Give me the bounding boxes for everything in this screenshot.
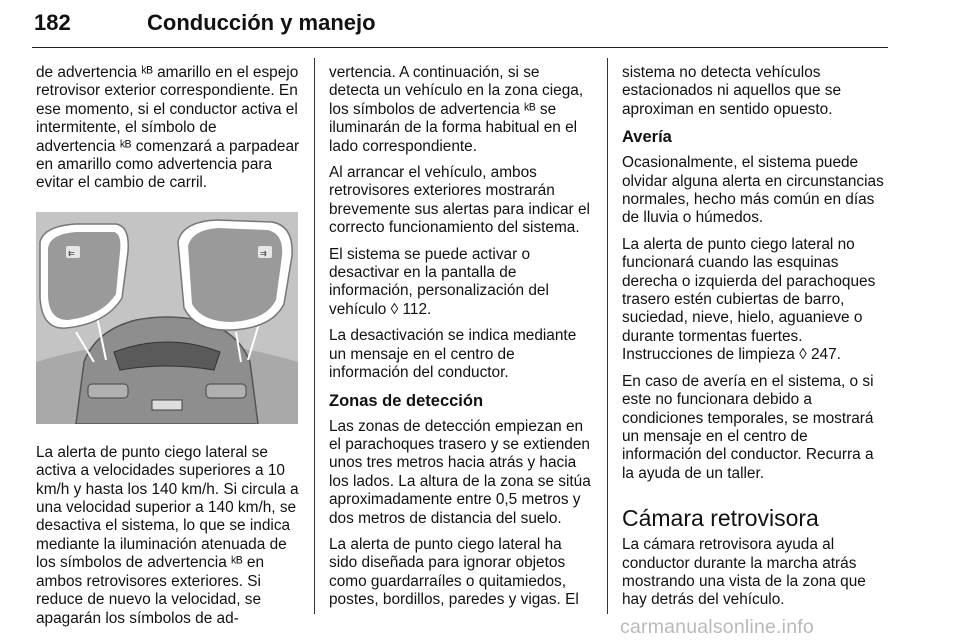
paragraph: vertencia. A continuación, si se detecta un vehículo en la zona ciega, los símbolos de advertencia ᵏᴮ se iluminarán de la forma habitual en el lado correspondiente. <box>329 64 584 155</box>
paragraph: Ocasionalmente, el sistema puede olvidar alguna alerta en circunstancias normales, hecho más común en días de lluvia o húmedos. <box>622 154 884 227</box>
svg-text:⇇: ⇇ <box>68 248 75 258</box>
paragraph: La cámara retrovisora ayuda al conductor durante la marcha atrás mostrando una vista de la zona que hay detrás del vehículo. <box>622 536 866 609</box>
car-mirrors-illustration <box>36 212 298 424</box>
column-divider <box>314 58 315 614</box>
paragraph: La desactivación se indica mediante un mensaje en el centro de información del conductor. <box>329 327 577 382</box>
column-3 <box>622 64 888 618</box>
column-2 <box>329 64 593 618</box>
warning-symbol-icon <box>258 246 272 258</box>
paragraph: La alerta de punto ciego lateral no funcionará cuando las esquinas derecha o izquierda del parachoques trasero estén cubiertas de barro, suciedad, nieve, hielo, aguanieve o durante tormentas fuertes. Instrucciones de limpieza ◊ 247. <box>622 235 876 364</box>
mirror-warning-figure <box>36 212 298 424</box>
paragraph: El sistema se puede activar o desactivar en la pantalla de información, personalización del vehículo ◊ 112. <box>329 245 549 318</box>
paragraph: sistema no detecta vehículos estacionados ni aquellos que se aproximan en sentido opuesto. <box>622 64 842 118</box>
column-1 <box>36 64 300 636</box>
section-heading: Zonas de detección <box>329 391 484 410</box>
paragraph: Las zonas de detección empiezan en el parachoques trasero y se extienden unos tres metros hacia atrás y hacia los lados. La altura de la zona se sitúa aproximadamente entre 0,5 metros y dos metros de distancia del suelo. <box>329 417 591 527</box>
column-divider <box>607 58 608 614</box>
header-divider <box>32 47 888 48</box>
section-heading: Avería <box>622 128 672 147</box>
warning-symbol-icon <box>66 246 80 258</box>
page-number: 182 <box>34 10 71 35</box>
paragraph: Al arrancar el vehículo, ambos retrovisores exteriores mostrarán brevemente sus alertas para indicar el correcto funcionamiento del sistema. <box>329 164 590 237</box>
page-header <box>32 8 888 48</box>
watermark: carmanualsonline.info <box>620 616 814 638</box>
paragraph: de advertencia ᵏᴮ amarillo en el espejo retrovisor exterior correspondiente. En ese momento, si el conductor activa el intermitente, el símbolo de advertencia ᵏᴮ comenzará a parpadear en amarillo como advertencia para evitar el cambio de carril. <box>36 64 300 192</box>
paragraph: En caso de avería en el sistema, o si este no funcionara debido a condiciones temporales, se mostrará un mensaje en el centro de información del conductor. Recurra a la ayuda de un taller. <box>622 372 874 482</box>
chapter-title: Conducción y manejo <box>147 10 376 35</box>
paragraph: La alerta de punto ciego lateral se activa a velocidades superiores a 10 km/h y hasta los 140 km/h. Si circula a una velocidad superior a 140 km/h, se desactiva el sistema, lo que se indica mediante la iluminación atenuada de los símbolos de advertencia ᵏᴮ en ambos retrovisores exteriores. Si reduce de nuevo la velocidad, se apagarán los símbolos de ad- <box>36 443 299 627</box>
paragraph: La alerta de punto ciego lateral ha sido diseñada para ignorar objetos como guardarraíles o quitamiedos, postes, bordillos, paredes y vigas. El <box>329 535 579 609</box>
svg-text:⇉: ⇉ <box>260 248 267 258</box>
chapter-heading: Cámara retrovisora <box>622 505 819 532</box>
